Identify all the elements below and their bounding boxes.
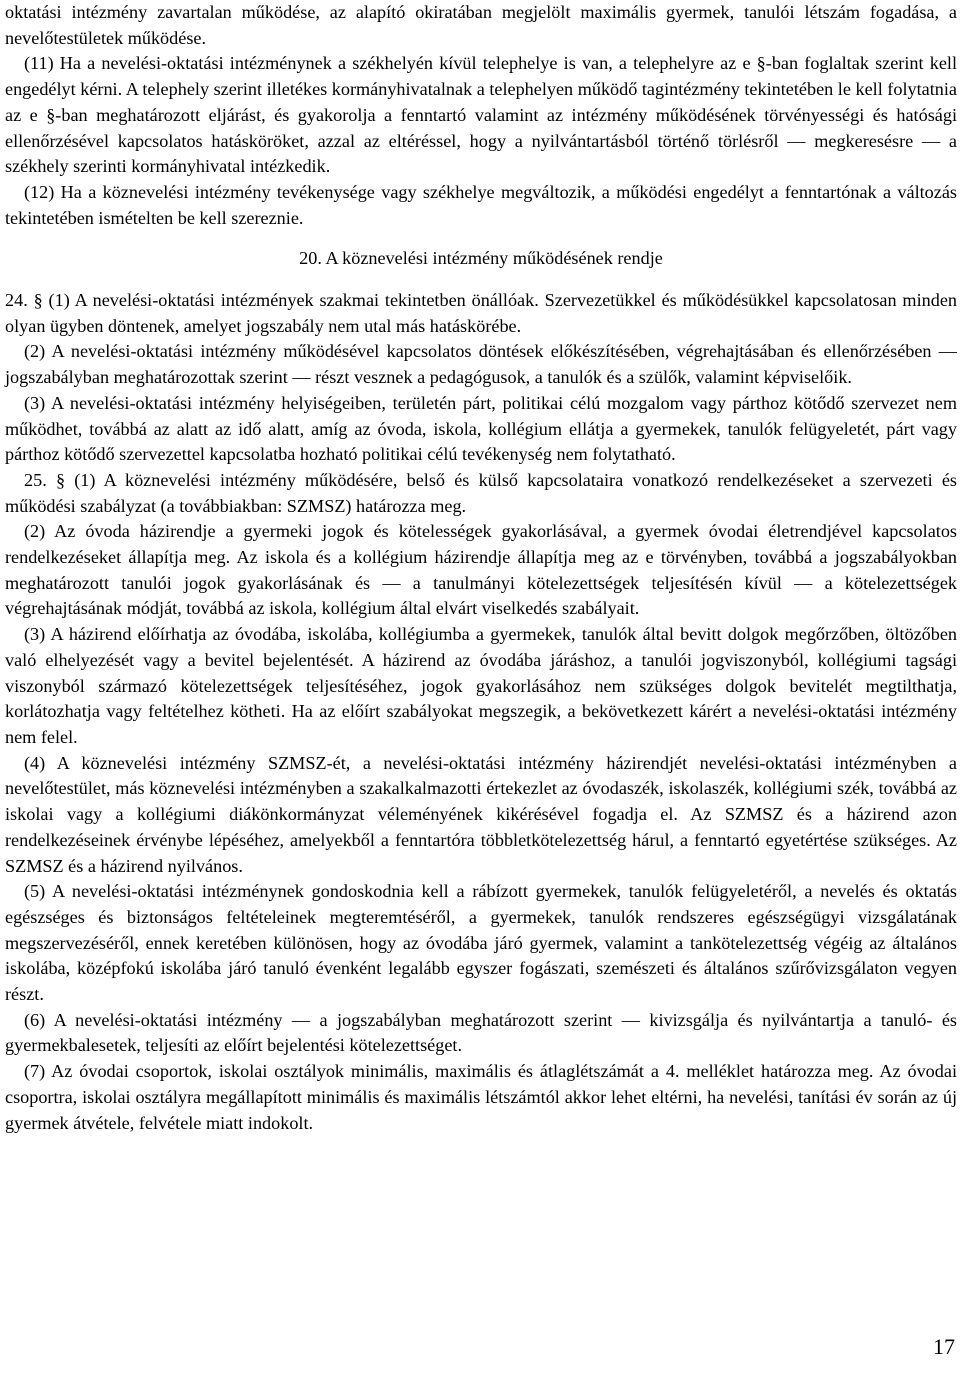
paragraph-25-4: (4) A köznevelési intézmény SZMSZ-ét, a nevelési-oktatási intézmény házirendjét nevelési-oktatási intézményben a nevelőtestület, más köznevelési intézményben a szakalkalmazotti értekezlet az óvodaszék, iskolaszék, kollégiumi szék, továbbá az iskolai vagy a kollégiumi diákönkormányzat véleményének kikérésével fogadja el. Az SZMSZ és a házirend azon rendelkezéseinek érvénybe lépéséhez, amelyekből a fenntartóra többletkötelezettség hárul, a fenntartó egyetértése szükséges. Az SZMSZ és a házirend nyilvános. [5, 752, 957, 876]
paragraph-25-2: (2) Az óvoda házirendje a gyermeki jogok és kötelességek gyakorlásával, a gyermek óvodai életrendjével kapcsolatos rendelkezéseket állapítja meg. Az iskola és a kollégium házirendje állapítja meg az e törvényben, továbbá a jogszabályokban meghatározott tanulói jogok gyakorlásának és ― a tanulmányi kötelezettségek teljesítésén kívül ― a kötelezettségek végrehajtásának módját, továbbá az iskola, kollégium által elvárt viselkedés szabályait. [5, 521, 957, 619]
paragraph-25-7: (7) Az óvodai csoportok, iskolai osztályok minimális, maximális és átlaglétszámát a 4. melléklet határozza meg. Az óvodai csoportra, iskolai osztályra megállapított minimális és maximális létszámtól akkor lehet eltérni, ha nevelési, tanítási év során az új gyermek átvétele, felvétele miatt indokolt. [5, 1061, 957, 1133]
paragraph-11: (11) Ha a nevelési-oktatási intézménynek a székhelyén kívül telephelye is van, a telephelyre az e §-ban foglaltak szerint kell engedélyt kérni. A telephely szerint illetékes kormányhivatalnak a telephelyen működő tagintézmény tekintetében le kell folytatnia az e §-ban meghatározott eljárást, és gyakorolja a fenntartó valamint az intézmény működésének törvényességi és hatósági ellenőrzésével kapcsolatos hatásköröket, azzal az eltéréssel, hogy a nyilvántartásból történő törlésről ― megkeresésre ― a székhely szerinti kormányhivatal intézkedik. [5, 53, 957, 177]
paragraph-25-3: (3) A házirend előírhatja az óvodába, iskolába, kollégiumba a gyermekek, tanulók által bevitt dolgok megőrzőben, öltözőben való elhelyezését vagy a bevitel bejelentését. A házirend az óvodába járáshoz, a tanulói jogviszonyból, kollégiumi tagsági viszonyból származó kötelezettségek teljesítéséhez, jogok gyakorlásához nem szükséges dolgok bevitelét megtilthatja, korlátozhatja vagy feltételhez kötheti. Ha az előírt szabályokat megszegik, a bekövetkezett kárért a nevelési-oktatási intézmény nem felel. [5, 624, 957, 747]
section-heading: 20. A köznevelési intézmény működésének rendje [299, 248, 663, 269]
paragraph-25-6: (6) A nevelési-oktatási intézmény ― a jogszabályban meghatározott szerint ― kivizsgálja és nyilvántartja a tanuló- és gyermekbalesetek, teljesíti az előírt bejelentési kötelezettséget. [5, 1009, 957, 1056]
paragraph-24-1: 24. § (1) A nevelési-oktatási intézmények szakmai tekintetben önállóak. Szervezetükkel és működésükkel kapcsolatosan minden olyan ügyben döntenek, amelyet jogszabály nem utal más hatáskörébe. [5, 290, 957, 336]
paragraph-continuation: oktatási intézmény zavartalan működése, az alapító okiratában megjelölt maximális gyermek, tanulói létszám fogadása, a nevelőtestületek működése. [5, 2, 957, 48]
paragraph-24-3: (3) A nevelési-oktatási intézmény helyiségeiben, területén párt, politikai célú mozgalom vagy párthoz kötődő szervezet nem működhet, továbbá az alatt az idő alatt, amíg az óvoda, iskola, kollégium ellátja a gyermekek, tanulók felügyeletét, párt vagy párthoz kötődő szervezettel kapcsolatba hozható politikai célú tevékenység nem folytatható. [5, 392, 957, 465]
paragraph-12: (12) Ha a köznevelési intézmény tevékenysége vagy székhelye megváltozik, a működési engedélyt a fenntartónak a változás tekintetében ismételten be kell szereznie. [5, 181, 957, 228]
paragraph-25-5: (5) A nevelési-oktatási intézménynek gondoskodnia kell a rábízott gyermekek, tanulók felügyeletéről, a nevelés és oktatás egészséges és biztonságos feltételeinek megteremtéséről, a gyermekek, tanulók rendszeres egészségügyi vizsgálatának megszervezéséről, ennek keretében különösen, hogy az óvodába járó gyermek, valamint a tankötelezettség végéig az általános iskolába, középfokú iskolába járó tanuló évenként legalább egyszer fogászati, szemészeti és általános szűrővizsgálaton vegyen részt. [5, 881, 957, 1005]
paragraph-25-1: 25. § (1) A köznevelési intézmény működésére, belső és külső kapcsolataira vonatkozó rendelkezéseket a szervezeti és működési szabályzat (a továbbiakban: SZMSZ) határozza meg. [5, 469, 957, 516]
page-number: 17 [933, 1334, 955, 1359]
document-page [5, 0, 957, 1136]
paragraph-24-2: (2) A nevelési-oktatási intézmény működésével kapcsolatos döntések előkészítésében, végrehajtásában és ellenőrzésében ― jogszabályban meghatározottak szerint ― részt vesznek a pedagógusok, a tanulók és a szülők, valamint képviselőik. [5, 341, 957, 388]
